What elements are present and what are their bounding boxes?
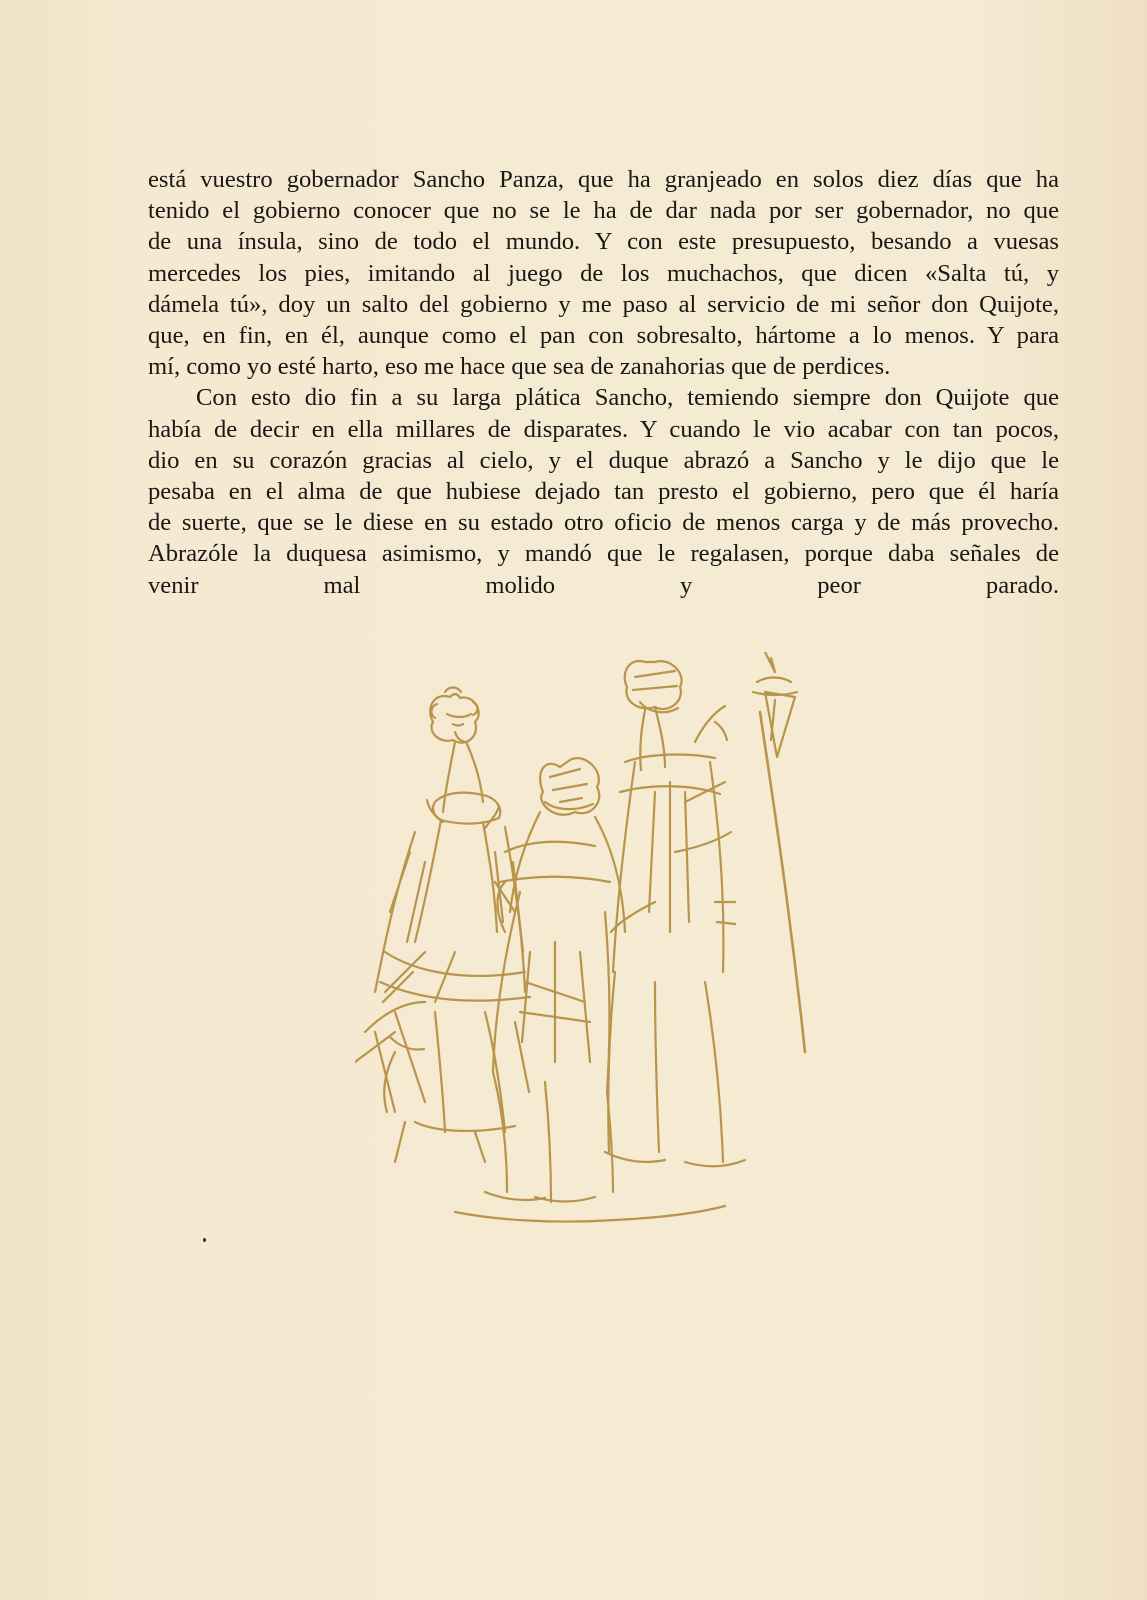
paragraph-2 <box>148 382 1059 600</box>
text-line: que, en fin, en él, aunque como el pan con sobresalto, hártome a lo menos. Y para <box>148 322 1059 350</box>
paragraph-1 <box>148 164 1059 382</box>
text-line: había de decir en ella millares de disparates. Y cuando le vio acabar con tan pocos, <box>148 415 1059 443</box>
text-line: pesaba en el alma de que hubiese dejado tan presto el gobierno, pero que él haría <box>148 478 1059 506</box>
lance <box>753 652 805 1052</box>
text-line: dio en su corazón gracias al cielo, y el duque abrazó a Sancho y le dijo que le <box>148 446 1059 474</box>
quijote-figure <box>605 661 745 1166</box>
text-line: Con esto dio fin a su larga plática Sancho, temiendo siempre don Quijote que <box>196 384 1059 412</box>
illustration <box>355 652 835 1252</box>
text-line: Abrazóle la duquesa asimismo, y mandó que le regalasen, porque daba señales de <box>148 540 1059 568</box>
lady-figure <box>355 688 530 1163</box>
text-line: de una ínsula, sino de todo el mundo. Y con este presupuesto, besando a vuesas <box>148 228 1059 256</box>
text-line: mercedes los pies, imitando al juego de los muchachos, que dicen «Salta tú, y <box>148 259 1059 287</box>
ground-line <box>455 1206 725 1222</box>
text-line: tenido el gobierno conocer que no se le ha de dar nada por ser gobernador, no que <box>148 197 1059 225</box>
text-line: venir mal molido y peor parado. <box>148 571 1059 599</box>
body-text <box>148 164 1059 601</box>
text-line: dámela tú», doy un salto del gobierno y me paso al servicio de mi señor don Quijote, <box>148 290 1059 318</box>
text-line: mí, como yo esté harto, eso me hace que sea de zanahorias que de perdices. <box>148 353 891 381</box>
text-line: de suerte, que se le diese en su estado otro oficio de menos carga y de más provecho. <box>148 509 1059 537</box>
ink-speck <box>203 1238 206 1242</box>
sancho-figure <box>485 758 625 1202</box>
text-line: está vuestro gobernador Sancho Panza, que ha granjeado en solos diez días que ha <box>148 166 1059 193</box>
